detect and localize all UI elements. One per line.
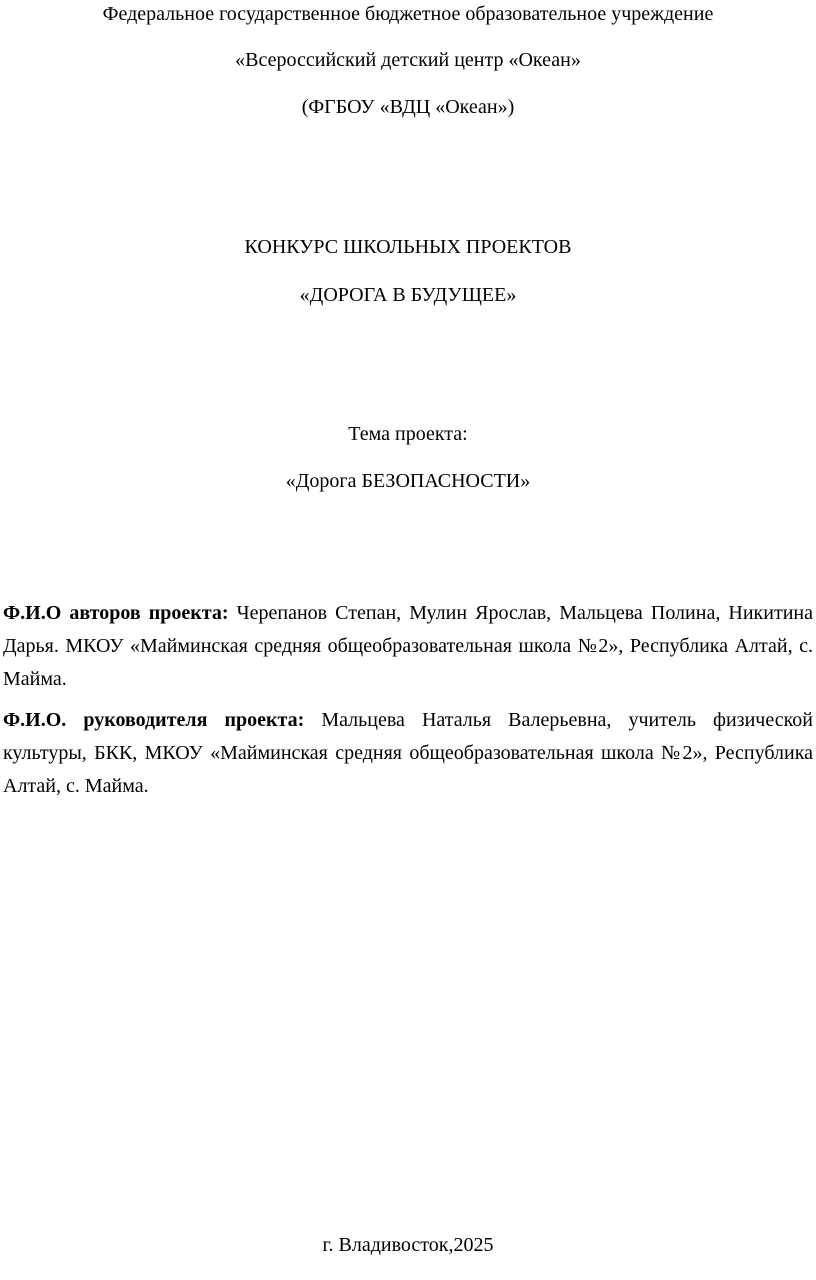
supervisor-paragraph (3, 704, 813, 803)
contest-subtitle: «ДОРОГА В БУДУЩЕЕ» (299, 284, 517, 306)
institution-line-2: «Всероссийский детский центр «Океан» (235, 49, 581, 71)
institution-line-1: Федеральное государственное бюджетное образовательное учреждение (102, 3, 714, 25)
topic-label: Тема проекта: (348, 423, 468, 445)
authors-paragraph (3, 597, 813, 696)
authors-text: Черепанов Степан, Мулин Ярослав, Мальцева Полина, Никитина Дарья. МКОУ «Майминская средняя общеобразовательная школа №2», Республика Алтай, с. Майма. (3, 602, 813, 690)
supervisor-label: Ф.И.О. руководителя проекта: (3, 709, 305, 731)
authors-label: Ф.И.О авторов проекта: (3, 602, 229, 624)
contest-title: КОНКУРС ШКОЛЬНЫХ ПРОЕКТОВ (244, 236, 572, 258)
topic-value: «Дорога БЕЗОПАСНОСТИ» (285, 470, 531, 492)
supervisor-text: Мальцева Наталья Валерьевна, учитель физической культуры, БКК, МКОУ «Майминская средняя общеобразовательная школа №2», Республика Алтай, с. Майма. (3, 709, 813, 797)
institution-line-3: (ФГБОУ «ВДЦ «Океан») (301, 96, 515, 118)
city-year: г. Владивосток,2025 (322, 1234, 494, 1256)
